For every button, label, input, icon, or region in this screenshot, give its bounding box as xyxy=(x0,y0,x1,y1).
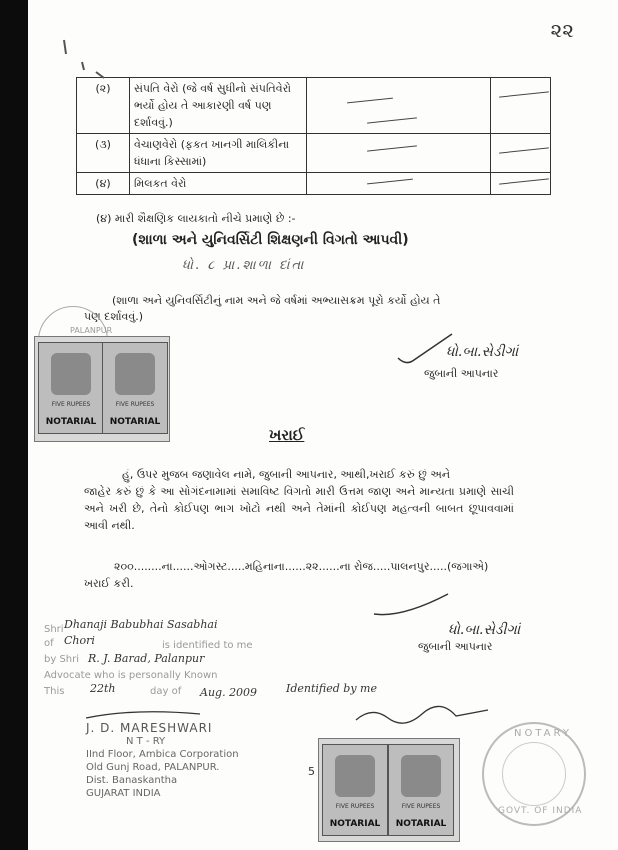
notary-seal-inner xyxy=(502,742,566,806)
signature-stroke-icon xyxy=(396,330,456,370)
signed-label: ખરાઈ કરી. xyxy=(84,577,134,590)
stamp-value: FIVE RUPEES xyxy=(51,401,91,408)
page-number-top: ૨૨ xyxy=(550,18,574,42)
deponent-label: જુબાની આપનાર xyxy=(424,367,499,380)
value-cell xyxy=(307,78,491,134)
education-note-line2: પણ દર્શાવવું.) xyxy=(84,310,144,323)
value-cell xyxy=(307,173,491,195)
paragraph-body: જાહેર કરું છું કે આ સોગંદનામામાં સમાવિષ્ટ વિગતો મારી ઉત્તમ જાણ અને માન્યતા પ્રમાણે સાચી અને ખરી છે, તેનો કોઈપણ ભાગ ખોટો નથી અને તેમાંની કોઈપણ મહત્વની બાબત છૂપાવવામાં આવી નથી. xyxy=(84,485,514,532)
row-description: સંપતિ વેરો (જે વર્ષ સુધીનો સંપતિવેરો ભર્યો હોય તે આકારણી વર્ષ પણ દર્શાવવું.) xyxy=(130,78,307,134)
stamp-value: FIVE RUPEES xyxy=(335,803,375,810)
declaration-paragraph xyxy=(84,466,514,534)
cert-line: by Shri xyxy=(44,654,80,665)
notary-name: J. D. MARESHWARI xyxy=(86,721,213,735)
stamp-label: NOTARIAL xyxy=(45,417,97,427)
stamp-label: NOTARIAL xyxy=(109,417,161,427)
notary-seal-top-text: NOTARY xyxy=(514,728,572,739)
notary-address-line: IInd Floor, Ambica Corporation xyxy=(86,749,239,760)
cert-line: is identified to me xyxy=(162,640,253,651)
date-line: ૨૦૦........ના......ઓગસ્ટ.....મહિનાના......૨૨......ના રોજ.....પાલનપુર.....(જગાએ) xyxy=(114,560,489,573)
cert-handwritten-day: 22th xyxy=(90,682,116,695)
row-number: (૨) xyxy=(77,78,130,134)
cert-handwritten-by: R. J. Barad, Palanpur xyxy=(88,652,205,665)
table-row xyxy=(77,173,551,195)
stamp-label: NOTARIAL xyxy=(395,819,447,829)
notary-title: N T - RY xyxy=(126,736,166,747)
cert-handwritten-name: Dhanaji Babubhai Sasabhai xyxy=(64,618,218,631)
value-cell xyxy=(491,173,551,195)
row-number: (૩) xyxy=(77,134,130,173)
signature: ધો.બા.સેડીગાં xyxy=(446,344,519,360)
education-sub-heading: (શાળા અને યુનિવર્સિટી શિક્ષણની વિગતો આપવી) xyxy=(132,232,409,248)
table-row xyxy=(77,134,551,173)
table-row xyxy=(77,78,551,134)
cert-handwritten-of: Chori xyxy=(64,634,95,647)
stamp-label: NOTARIAL xyxy=(329,819,381,829)
row-description: મિલકત વેરો xyxy=(130,173,307,195)
cert-handwritten-month: Aug. 2009 xyxy=(200,686,258,699)
cert-line: of xyxy=(44,638,54,649)
notarial-stamp xyxy=(388,744,454,836)
emblem-icon xyxy=(335,755,375,797)
notary-signature-icon xyxy=(352,700,492,730)
value-cell xyxy=(307,134,491,173)
deponent-label: જુબાની આપનાર xyxy=(418,640,493,653)
education-item-label: (૪) મારી શૈક્ષણિક લાયકાતો નીચે પ્રમાણે છે :- xyxy=(96,212,296,225)
notary-address-line: Dist. Banaskantha xyxy=(86,775,178,786)
stamp-value: FIVE RUPEES xyxy=(401,803,441,810)
notary-seal xyxy=(482,722,586,826)
notary-address-line: GUJARAT INDIA xyxy=(86,788,161,799)
cert-line: Shri xyxy=(44,624,64,635)
cert-handwritten-identified: Identified by me xyxy=(286,682,377,695)
notary-address-block xyxy=(86,722,239,800)
value-cell xyxy=(491,134,551,173)
education-handwritten: ધો. ૮ પ્રા.શાળા દાંતા xyxy=(182,258,306,273)
row-number: (૪) xyxy=(77,173,130,195)
tax-table xyxy=(76,77,551,195)
notary-address-line: Old Gunj Road, PALANPUR. xyxy=(86,762,220,773)
emblem-icon xyxy=(51,353,91,395)
emblem-icon xyxy=(115,353,155,395)
signature-stroke-icon xyxy=(372,590,452,620)
stamp-value: FIVE RUPEES xyxy=(115,401,155,408)
page-number-bottom: 5 xyxy=(308,765,315,778)
education-note-line1: (શાળા અને યુનિવર્સિટીનું નામ અને જે વર્ષમાં અભ્યાસક્રમ પૂરો કર્યો હોય તે xyxy=(112,294,441,307)
pin-mark-icon xyxy=(60,36,110,86)
cert-line: Advocate who is personally Known xyxy=(44,670,218,681)
row-description: વેચાણવેરો (ફકત ખાનગી માલિકીના ધંધાના કિસ્સામાં) xyxy=(130,134,307,173)
signature: ધો.બા.સેડીગાં xyxy=(448,622,521,638)
value-cell xyxy=(491,78,551,134)
cert-line: This xyxy=(44,686,65,697)
notarial-stamp xyxy=(322,744,388,836)
declaration-title: ખરાઈ xyxy=(269,426,305,444)
notarial-stamp xyxy=(38,342,104,434)
paragraph-first-line: હું, ઉપર મુજબ જણાવેલ નામે, જુબાની આપનાર, આથી,ખરાઈ કરું છું અને xyxy=(122,468,451,481)
emblem-icon xyxy=(401,755,441,797)
notarial-stamp xyxy=(102,342,168,434)
cert-line: day of xyxy=(150,686,182,697)
notary-seal-bottom-text: GOVT. OF INDIA xyxy=(498,806,583,816)
stamp-header: PALANPUR xyxy=(70,326,113,335)
